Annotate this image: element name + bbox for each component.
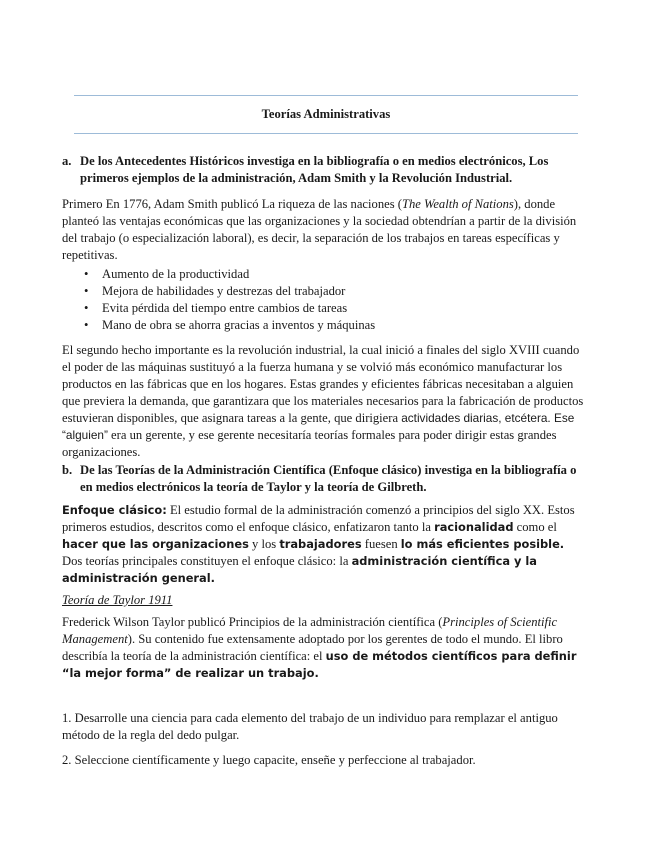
paragraph-adam-smith bbox=[62, 196, 584, 264]
para3-bold-4: lo más eficientes posible. bbox=[400, 537, 565, 551]
para4-bold: uso de métodos científicos para definir “la mejor forma” de realizar un trabajo. bbox=[62, 649, 577, 680]
para3-text-4: fuesen bbox=[361, 537, 401, 551]
top-divider bbox=[74, 95, 578, 96]
paragraph-industrial-revolution bbox=[62, 342, 584, 461]
section-a-label: a. bbox=[62, 154, 72, 168]
para3-text-5: Dos teorías principales constituyen el enfoque clásico: la bbox=[62, 554, 352, 568]
principle-1: 1. Desarrolle una ciencia para cada elemento del trabajo de un individuo para remplazar el antiguo método de la regla del dedo pulgar. bbox=[62, 711, 558, 742]
wealth-of-nations-title: The Wealth of Nations bbox=[401, 197, 514, 211]
para3-text-2: como el bbox=[513, 520, 557, 534]
para4-text-2: ). Su contenido fue extensamente adoptado por los gerentes de todo el mundo. El libro describía la teoría de la administración científica: el bbox=[62, 632, 563, 663]
para3-bold-1: racionalidad bbox=[434, 520, 514, 534]
paragraph-classical-approach bbox=[62, 502, 584, 587]
section-a-heading-text: De los Antecedentes Históricos investiga en la bibliografía o en medios electrónicos, Los primeros ejemplos de la administración, Adam Smith y la Revolución Industrial. bbox=[80, 154, 549, 185]
list-item: • Aumento de la productividad bbox=[62, 266, 562, 283]
para3-text-1: El estudio formal de la administración comenzó a principios del siglo XX. Estos primeros estudios, descritos como el enfoque clásico, enfatizaron tanto la bbox=[62, 503, 575, 534]
paragraph-taylor bbox=[62, 614, 584, 682]
section-b-label: b. bbox=[62, 463, 73, 477]
section-a-heading bbox=[62, 153, 582, 187]
benefits-list bbox=[62, 266, 562, 334]
para3-bold-3: trabajadores bbox=[279, 537, 362, 551]
classical-approach-lead: Enfoque clásico: bbox=[62, 503, 167, 517]
list-item: • Mano de obra se ahorra gracias a inventos y máquinas bbox=[62, 317, 562, 334]
para2-sans-text: actividades diarias, etcétera. Ese “alguien” bbox=[62, 411, 575, 442]
title-divider bbox=[74, 133, 578, 134]
list-item: • Mejora de habilidades y destrezas del trabajador bbox=[62, 283, 562, 300]
para2-text-1: El segundo hecho importante es la revolución industrial, la cual inició a finales del siglo XVIII cuando el poder de las máquinas sustituyó a la fuerza humana y se volvió más económico manufacturar los productos en las fábricas que en los hogares. Estas grandes y eficientes fábricas necesitaban a alguien que previera la demanda, que garantizara que los materiales necesarios para la fabricación de productos estuvieran disponibles, que asignara tareas a la gente, que dirigiera bbox=[62, 343, 584, 425]
para3-text-3: y los bbox=[248, 537, 280, 551]
principles-title: Principles of Scientific Management bbox=[62, 615, 558, 646]
para2-text-2: era un gerente, y ese gerente necesitaría teorías formales para poder dirigir estas grandes organizaciones. bbox=[62, 428, 557, 459]
taylor-subheading: Teoría de Taylor 1911 bbox=[62, 593, 173, 607]
para3-bold-2: hacer que las organizaciones bbox=[62, 537, 249, 551]
document-title: Teorías Administrativas bbox=[261, 107, 391, 121]
principle-2: 2. Seleccione científicamente y luego capacite, enseñe y perfeccione al trabajador. bbox=[62, 753, 476, 767]
list-item: • Evita pérdida del tiempo entre cambios de tareas bbox=[62, 300, 562, 317]
section-b-heading bbox=[62, 462, 582, 496]
para1-text-1: Primero En 1776, Adam Smith publicó La riqueza de las naciones ( bbox=[62, 197, 402, 211]
para1-text-2: ), donde planteó las ventajas económicas que las organizaciones y la sociedad obtendrían a partir de la división del trabajo (o especialización laboral), es decir, la separación de los trabajos en tareas específicas y repetitivas. bbox=[62, 197, 577, 262]
section-b-heading-text: De las Teorías de la Administración Científica (Enfoque clásico) investiga en la bibliografía o en medios electrónicos la teoría de Taylor y la teoría de Gilbreth. bbox=[80, 463, 577, 494]
para4-text-1: Frederick Wilson Taylor publicó Principios de la administración científica ( bbox=[62, 615, 443, 629]
para3-bold-5: administración científica y la administración general. bbox=[62, 554, 537, 585]
